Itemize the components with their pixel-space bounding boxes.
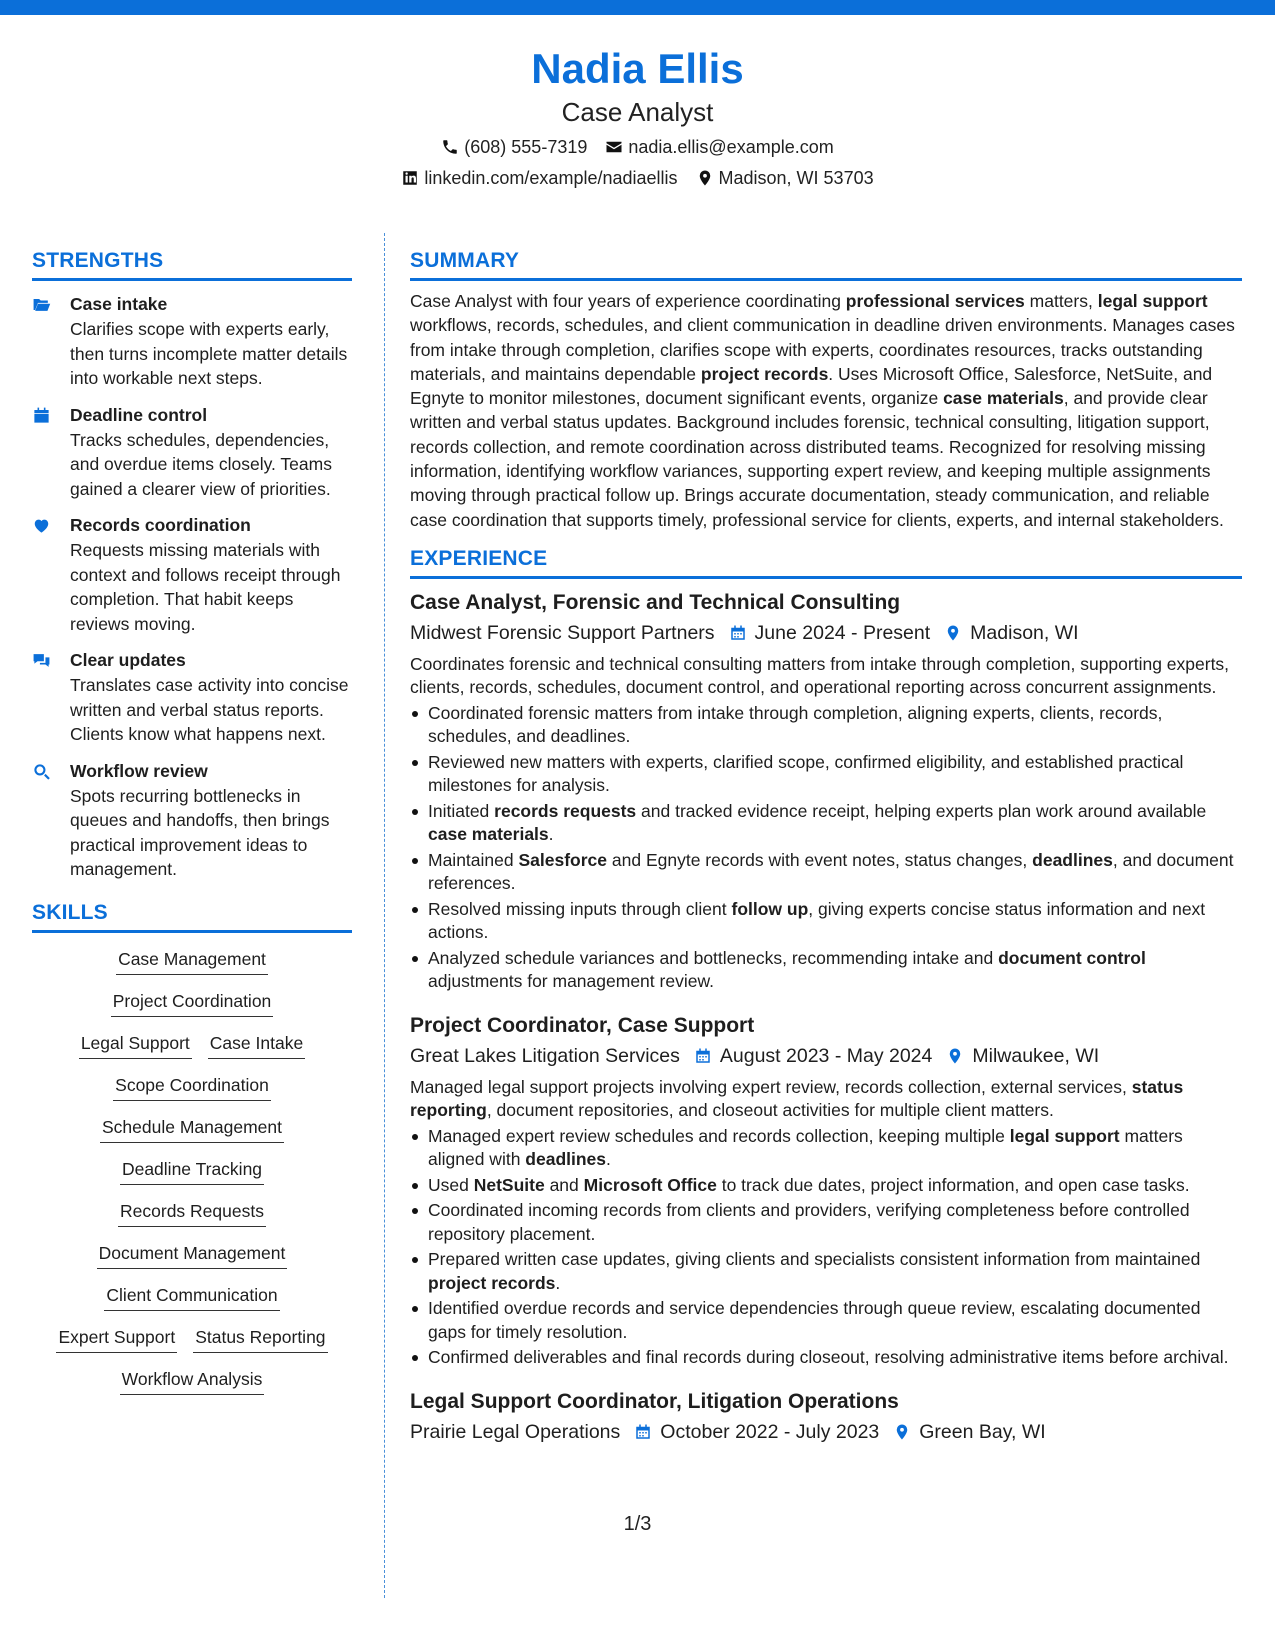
text-segment: Confirmed deliverables and final records during closeout, resolving administrative items before archival.: [428, 1347, 1229, 1368]
text-segment: Resolved missing inputs through client: [428, 898, 732, 919]
strength-icon-wrap: [32, 760, 70, 882]
job-bullet: [410, 849, 1242, 896]
skill-tag: Case Intake: [208, 1031, 305, 1059]
job-dates: October 2022 - July 2023: [660, 1420, 880, 1443]
map-pin-icon-wrap: [946, 1046, 964, 1066]
bold-keyword: case materials: [428, 824, 549, 845]
text-segment: and Egnyte records with event notes, status changes,: [607, 849, 1033, 870]
strength-icon-wrap: [32, 649, 70, 747]
text-segment: .: [606, 1149, 611, 1170]
bold-keyword: case materials: [943, 388, 1064, 409]
text-segment: Identified overdue records and service dependencies through queue review, escalating documented gaps for timely resolution.: [428, 1298, 1201, 1342]
text-segment: Case Analyst with four years of experience coordinating: [410, 291, 846, 311]
text-segment: Managed legal support projects involving expert review, records collection, external services,: [410, 1076, 1132, 1097]
calendar-icon: [729, 623, 747, 643]
job-company: Great Lakes Litigation Services: [410, 1044, 680, 1067]
strength-description: Translates case activity into concise written and verbal status reports. Clients know what happens next.: [70, 675, 349, 744]
bold-keyword: deadlines: [525, 1149, 607, 1170]
skill-tag: Expert Support: [56, 1325, 177, 1353]
calendar-icon-wrap: [729, 623, 747, 643]
job-meta: [410, 619, 1242, 647]
job-title: Project Coordinator, Case Support: [410, 1013, 755, 1037]
strength-description: Spots recurring bottlenecks in queues and handoffs, then brings practical improvement ideas to management.: [70, 785, 330, 879]
text-segment: Coordinated incoming records from clients and providers, verifying completeness before controlled repository placement.: [428, 1200, 1190, 1244]
contact-location: [696, 167, 874, 189]
text-segment: , and document references.: [428, 849, 1234, 894]
skill-row: [116, 947, 268, 975]
skill-tag: Case Management: [116, 947, 268, 975]
strength-name: Workflow review: [70, 760, 208, 781]
job-meta: [410, 1418, 1242, 1446]
job-company: Midwest Forensic Support Partners: [410, 621, 715, 644]
skill-row: [100, 1115, 284, 1143]
calendar-icon-wrap: [694, 1046, 712, 1066]
strength-item: [32, 760, 352, 882]
skill-row: [79, 1031, 305, 1059]
skill-tag: Schedule Management: [100, 1115, 284, 1143]
strength-name: Case intake: [70, 294, 168, 314]
skill-tag: Project Coordination: [111, 989, 274, 1017]
contact-phone[interactable]: [441, 136, 587, 158]
folder-open-icon: [32, 295, 51, 314]
right-column: [410, 248, 1242, 1446]
text-segment: and tracked evidence receipt, helping experts plan work around available: [636, 800, 1207, 821]
strengths-heading: STRENGTHS: [32, 248, 352, 281]
strength-item: [32, 514, 352, 636]
bold-keyword: professional services: [845, 291, 1025, 311]
text-segment: Coordinates forensic and technical consulting matters from intake through completion, supporting experts, clients, records, schedules, document control, and operational reporting across concurrent assignments.: [410, 653, 1230, 698]
contact-row-secondary: [0, 167, 1275, 189]
skill-row: [104, 1283, 279, 1311]
skill-row: [120, 1157, 264, 1185]
job-bullets: [410, 702, 1242, 994]
skill-row: [56, 1325, 327, 1353]
skill-tag: Document Management: [97, 1241, 288, 1269]
strength-item: [32, 293, 352, 391]
envelope-icon: [605, 138, 623, 156]
bold-keyword: legal support: [1009, 1125, 1120, 1146]
contact-linkedin[interactable]: [401, 167, 677, 189]
skill-row: [111, 989, 274, 1017]
text-segment: adjustments for management review.: [428, 971, 714, 992]
job-location: Milwaukee, WI: [972, 1044, 1100, 1067]
skills-heading: SKILLS: [32, 900, 352, 933]
candidate-title: Case Analyst: [561, 97, 714, 127]
map-pin-icon: [946, 1046, 964, 1066]
text-segment: Coordinated forensic matters from intake through completion, aligning experts, clients, records, schedules, and deadlines.: [428, 702, 1163, 747]
strength-icon-wrap: [32, 404, 70, 502]
skill-tag: Legal Support: [79, 1031, 192, 1059]
text-segment: . Uses Microsoft Office, Salesforce, NetSuite, and Egnyte to monitor milestones, document significant events, organize: [410, 363, 1213, 409]
top-accent-bar: [0, 0, 1275, 15]
text-segment: Prepared written case updates, giving clients and specialists consistent information from maintained: [428, 1249, 1201, 1270]
map-pin-icon-wrap: [944, 623, 962, 643]
text-segment: workflows, records, schedules, and client communication in deadline driven environments. Manages cases from intake through completion, clarifies scope with experts, coordinates resources, tracks outstanding materials, and maintains dependable: [410, 315, 1235, 384]
job-bullet: [410, 1297, 1242, 1344]
contact-row-primary: [0, 136, 1275, 158]
location-text: Madison, WI 53703: [718, 168, 874, 188]
job-meta: [410, 1042, 1242, 1070]
experience-heading: EXPERIENCE: [410, 546, 1242, 579]
text-segment: Maintained: [428, 849, 519, 870]
job-bullet: [410, 1125, 1242, 1172]
skills-list: [32, 947, 352, 1409]
candidate-name: Nadia Ellis: [531, 45, 744, 92]
calendar-icon: [32, 406, 51, 425]
text-segment: Used: [428, 1174, 474, 1195]
strength-name: Records coordination: [70, 515, 251, 535]
email-text: nadia.ellis@example.com: [628, 137, 834, 157]
strength-description: Tracks schedules, dependencies, and overdue items closely. Teams gained a clearer view of priorities.: [70, 429, 332, 499]
text-segment: matters,: [1024, 291, 1098, 311]
map-pin-icon-wrap: [893, 1422, 911, 1442]
calendar-icon: [694, 1046, 712, 1066]
skill-tag: Records Requests: [118, 1199, 266, 1227]
summary-paragraph: [410, 289, 1242, 532]
skill-tag: Deadline Tracking: [120, 1157, 264, 1185]
skill-tag: Workflow Analysis: [120, 1367, 265, 1395]
calendar-icon: [634, 1422, 652, 1442]
map-pin-icon: [696, 169, 714, 187]
text-segment: Managed expert review schedules and records collection, keeping multiple: [428, 1125, 1010, 1146]
strength-body: [70, 649, 352, 747]
job-entry: [410, 1012, 1242, 1370]
comments-icon: [32, 651, 51, 670]
job-bullet: [410, 1174, 1242, 1198]
job-description: [410, 653, 1242, 700]
search-icon: [32, 762, 51, 781]
text-segment: .: [555, 1272, 561, 1293]
strength-name: Deadline control: [70, 404, 208, 425]
job-title: Legal Support Coordinator, Litigation Operations: [410, 1389, 899, 1413]
strength-description: Requests missing materials with context and follows receipt through completion. That habit keeps reviews moving.: [70, 540, 341, 634]
job-location: Green Bay, WI: [919, 1420, 1046, 1443]
bold-keyword: status reporting: [410, 1076, 1184, 1121]
bold-keyword: project records: [428, 1272, 556, 1293]
experience-list: [410, 589, 1242, 1446]
strength-description: Clarifies scope with experts early, then turns incomplete matter details into workable next steps.: [70, 319, 348, 388]
column-divider: [384, 233, 385, 1598]
job-bullet: [410, 1199, 1242, 1246]
linkedin-icon: [401, 169, 419, 187]
strength-item: [32, 649, 352, 747]
job-company: Prairie Legal Operations: [410, 1420, 621, 1443]
text-segment: matters aligned with: [428, 1125, 1183, 1170]
text-segment: .: [548, 824, 554, 845]
strength-body: [70, 404, 352, 502]
job-entry: [410, 1388, 1242, 1446]
map-pin-icon: [893, 1422, 911, 1442]
job-bullet: [410, 947, 1242, 994]
job-bullet: [410, 1248, 1242, 1295]
job-dates: June 2024 - Present: [754, 621, 931, 644]
calendar-icon-wrap: [634, 1422, 652, 1442]
phone-icon: [441, 138, 459, 156]
resume-header: [0, 42, 1275, 189]
bold-keyword: Microsoft Office: [583, 1174, 717, 1195]
strength-icon-wrap: [32, 514, 70, 636]
skill-row: [120, 1367, 265, 1395]
job-bullet: [410, 800, 1242, 847]
bold-keyword: follow up: [731, 898, 809, 919]
skill-tag: Status Reporting: [193, 1325, 327, 1353]
bold-keyword: legal support: [1097, 291, 1208, 311]
text-segment: to track due dates, project information, and open case tasks.: [716, 1174, 1190, 1195]
bold-keyword: document control: [998, 947, 1146, 968]
strength-icon-wrap: [32, 293, 70, 391]
text-segment: Reviewed new matters with experts, clarified scope, confirmed eligibility, and established practical milestones for analysis.: [428, 751, 1184, 796]
strength-body: [70, 293, 352, 391]
text-segment: , giving experts concise status information and next actions.: [428, 898, 1206, 943]
job-bullet: [410, 751, 1242, 798]
strength-item: [32, 404, 352, 502]
strength-name: Clear updates: [70, 650, 186, 670]
text-segment: Analyzed schedule variances and bottlenecks, recommending intake and: [428, 947, 999, 968]
job-description: [410, 1076, 1242, 1123]
text-segment: , and provide clear written and verbal status updates. Background includes forensic, technical consulting, litigation support, records collection, and remote coordination across distributed teams. Recognized for resolving missing information, identifying workflow variances, supporting expert review, and keeping multiple assignments moving through practical follow up. Brings accurate documentation, steady communication, and reliable case coordination that supports timely, professional service for clients, experts, and internal stakeholders.: [410, 388, 1224, 530]
page-number: 1/3: [623, 1513, 652, 1535]
contact-email[interactable]: [605, 136, 833, 158]
job-location: Madison, WI: [970, 621, 1079, 644]
strength-body: [70, 514, 352, 636]
skill-row: [113, 1073, 271, 1101]
job-entry: [410, 589, 1242, 994]
bold-keyword: Salesforce: [518, 849, 608, 870]
text-segment: Initiated: [428, 800, 495, 821]
skill-row: [118, 1199, 266, 1227]
bold-keyword: records requests: [494, 800, 637, 821]
phone-text: (608) 555-7319: [464, 137, 588, 157]
strength-body: [70, 760, 352, 882]
text-segment: and: [544, 1174, 584, 1195]
bold-keyword: project records: [700, 363, 829, 384]
skill-tag: Client Communication: [104, 1283, 279, 1311]
heart-icon: [32, 516, 51, 535]
map-pin-icon: [944, 623, 962, 643]
job-dates: August 2023 - May 2024: [719, 1044, 933, 1067]
job-bullet: [410, 1346, 1242, 1370]
left-column: [32, 248, 352, 1409]
skill-row: [97, 1241, 288, 1269]
summary-heading: SUMMARY: [410, 248, 1242, 281]
job-bullets: [410, 1125, 1242, 1370]
bold-keyword: deadlines: [1032, 849, 1113, 870]
skill-tag: Scope Coordination: [113, 1073, 271, 1101]
bold-keyword: NetSuite: [473, 1174, 545, 1195]
strengths-list: [32, 293, 352, 882]
job-title: Case Analyst, Forensic and Technical Consulting: [410, 590, 901, 614]
job-bullet: [410, 898, 1242, 945]
text-segment: , document repositories, and closeout activities for multiple client matters.: [486, 1100, 1054, 1121]
job-bullet: [410, 702, 1242, 749]
linkedin-text: linkedin.com/example/nadiaellis: [424, 168, 678, 188]
